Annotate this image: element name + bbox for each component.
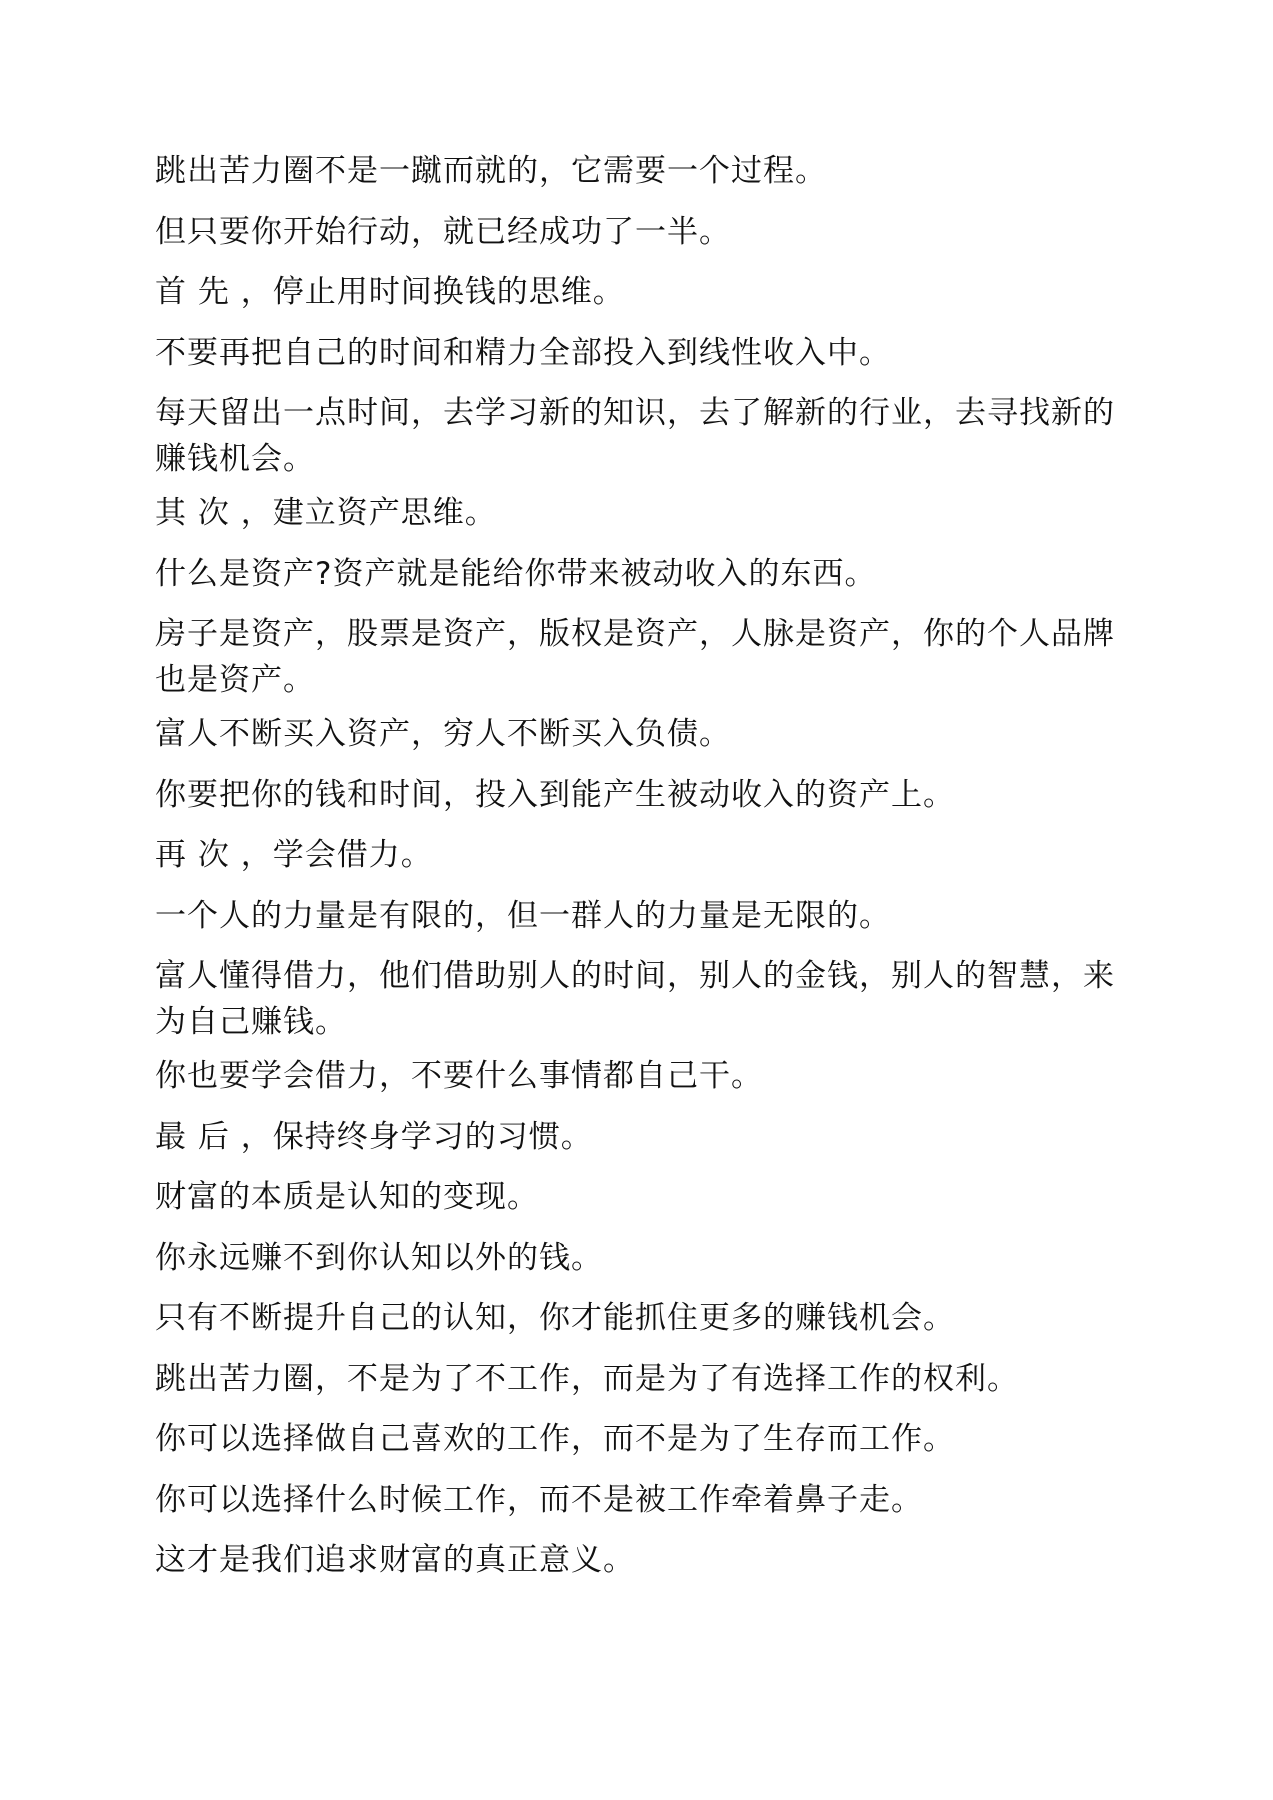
document-body — [155, 148, 1115, 1598]
paragraph: 你永远赚不到你认知以外的钱。 — [155, 1239, 603, 1276]
paragraph: 跳出苦力圈不是一蹴而就的，它需要一个过程。 — [155, 153, 827, 189]
paragraph: 再 次 ，学会借力。 — [155, 837, 433, 873]
paragraph: 最 后 ，保持终身学习的习惯。 — [155, 1118, 593, 1155]
paragraph: 一个人的力量是有限的，但一群人的力量是无限的。 — [155, 897, 891, 934]
paragraph: 富人不断买入资产，穷人不断买入负债。 — [155, 716, 731, 752]
paragraph: 不要再把自己的时间和精力全部投入到线性收入中。 — [155, 334, 891, 371]
paragraph: 你要把你的钱和时间，投入到能产生被动收入的资产上。 — [155, 776, 955, 813]
paragraph: 首 先 ，停止用时间换钱的思维。 — [155, 274, 625, 310]
paragraph: 但只要你开始行动，就已经成功了一半。 — [155, 213, 731, 250]
paragraph: 富人懂得借力，他们借助别人的时间，别人的金钱，别人的智慧，来为自己赚钱。 — [155, 958, 1115, 1040]
paragraph: 你可以选择什么时候工作，而不是被工作牵着鼻子走。 — [155, 1481, 923, 1518]
paragraph: 这才是我们追求财富的真正意义。 — [155, 1542, 635, 1578]
paragraph: 房子是资产，股票是资产，版权是资产，人脉是资产，你的个人品牌也是资产。 — [155, 616, 1115, 698]
paragraph: 其 次 ，建立资产思维。 — [155, 495, 497, 531]
paragraph: 财富的本质是认知的变现。 — [155, 1179, 539, 1215]
paragraph: 跳出苦力圈，不是为了不工作，而是为了有选择工作的权利。 — [155, 1360, 1019, 1397]
paragraph: 你也要学会借力，不要什么事情都自己干。 — [155, 1058, 763, 1094]
paragraph: 每天留出一点时间，去学习新的知识，去了解新的行业，去寻找新的赚钱机会。 — [155, 395, 1115, 477]
paragraph: 什么是资产?资产就是能给你带来被动收入的东西。 — [155, 555, 877, 592]
paragraph: 你可以选择做自己喜欢的工作，而不是为了生存而工作。 — [155, 1421, 955, 1457]
paragraph: 只有不断提升自己的认知，你才能抓住更多的赚钱机会。 — [155, 1300, 955, 1336]
